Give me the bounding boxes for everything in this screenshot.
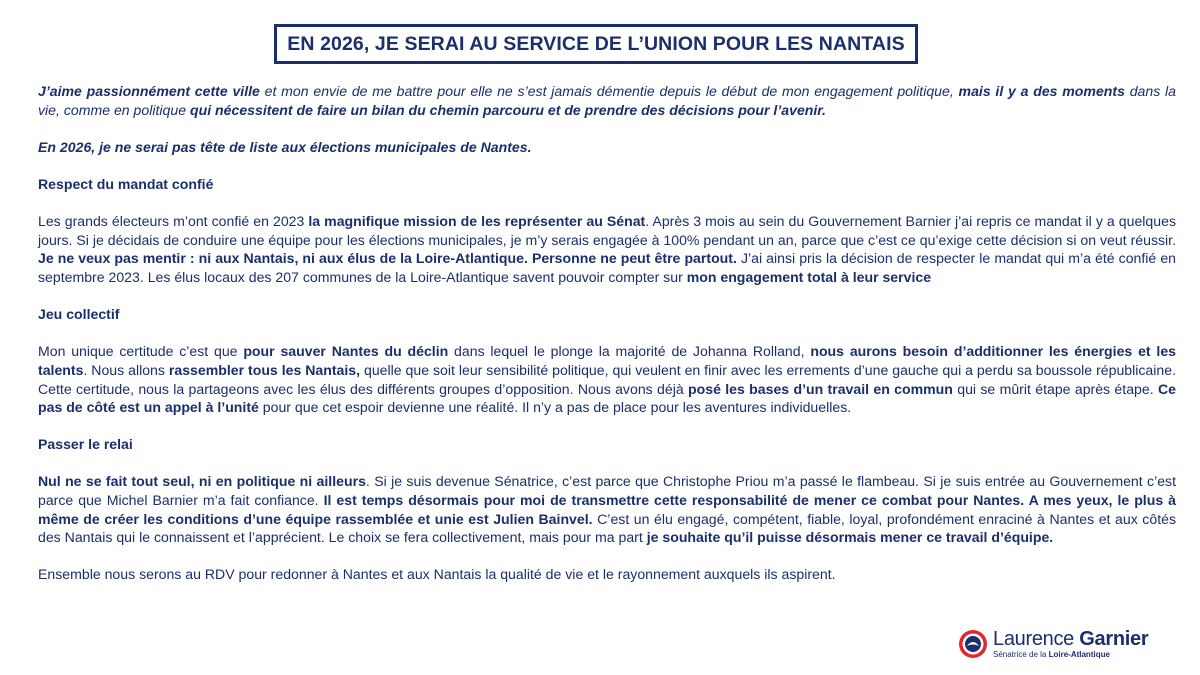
s1-part3: . Après 3 mois au sein du Gouvernement Barnier j’ai repris ce mandat il y a quelques jours. Si je décidais de conduire une équipe pour les élections municipales, je m’y serais engagée à 100% pendant un an, parce que c’est ce qu’exige cette décision si on veut réussir. [38, 213, 1176, 248]
announcement-paragraph [38, 138, 1176, 157]
s3-part4: C’est un élu engagé, compétent, fiable, loyal, profondément enraciné à Nantes et aux côtés des Nantais qui le connaissent et l’apprécient. Le choix se fera collectivement, mais pour ma part [38, 510, 1176, 546]
logo-name [993, 629, 1148, 650]
s2-part5: . Nous allons [83, 361, 169, 378]
intro-s3: mais il y a des moments [958, 83, 1125, 99]
section-mandat-paragraph [38, 212, 1176, 286]
intro-s1: J’aime passionnément cette ville [38, 83, 260, 99]
intro-paragraph [38, 82, 1176, 119]
page-title: EN 2026, JE SERAI AU SERVICE DE L’UNION POUR LES NANTAIS [287, 32, 905, 55]
s1-part1: Les grands électeurs m’ont confié en 2023 [38, 213, 309, 230]
s2-part7: quelle que soit leur sensibilité politique, qui veulent en finir avec les errements d’une gauche qui a perdu sa boussole républicaine. Cette certitude, nous la partageons avec les élus des différents groupes d’opposition. Nous avons déjà [38, 361, 1176, 397]
statement-body [38, 82, 1176, 603]
logo-subtitle-region: Loire-Atlantique [1048, 649, 1110, 659]
intro-s5: qui nécessitent de faire un bilan du chemin parcouru et de prendre des décisions pour l’avenir. [189, 101, 826, 118]
logo-text [993, 629, 1148, 660]
s2-part2: pour sauver Nantes du déclin [243, 343, 449, 360]
logo [958, 626, 1168, 662]
section-heading-mandat: Respect du mandat confié [38, 175, 214, 192]
intro-s4: dans la vie, comme en politique [38, 83, 1177, 118]
s1-part2: la magnifique mission de les représenter au Sénat [308, 213, 646, 230]
intro-s2: et mon envie de me battre pour elle ne s’est jamais démentie depuis le début de mon engagement politique, [259, 83, 959, 99]
section-relai-paragraph [38, 472, 1176, 546]
logo-first-name: Laurence [993, 627, 1074, 650]
s2-part9: qui se mûrit étape après étape. [952, 380, 1158, 397]
s2-part10: Ce pas de côté est un appel à l’unité [38, 380, 1176, 416]
s1-part4: Je ne veux pas mentir : ni aux Nantais, ni aux élus de la Loire-Atlantique. Personne ne peut être partout. [38, 250, 737, 267]
s3-part5: je souhaite qu’il puisse désormais mener ce travail d’équipe. [646, 529, 1054, 546]
s2-part8: posé les bases d’un travail en commun [688, 380, 953, 397]
logo-last-name: Garnier [1079, 627, 1149, 650]
s2-part3: dans lequel le plonge la majorité de Johanna Rolland, [448, 343, 811, 360]
logo-subtitle-prefix: Sénatrice de la [993, 649, 1049, 659]
s1-part5: J’ai ainsi pris la décision de respecter le mandat qui m’a été confié en septembre 2023. Les élus locaux des 207 communes de la Loire-Atlantique savent pouvoir compter sur [38, 250, 1177, 285]
closing-paragraph: Ensemble nous serons au RDV pour redonner à Nantes et aux Nantais la qualité de vie et le rayonnement auxquels ils aspirent. [38, 566, 836, 583]
s3-part2: . Si je suis devenue Sénatrice, c’est parce que Christophe Priou m’a passé le flambeau. Si je suis entrée au Gouvernement c’est parce que Michel Barnier m’a fait confiance. [38, 473, 1177, 509]
s2-part1: Mon unique certitude c’est que [38, 343, 244, 360]
logo-mark-icon [958, 629, 988, 659]
s2-part11: pour que cet espoir devienne une réalité. Il n’y a pas de place pour les aventures individuelles. [258, 399, 852, 416]
s2-part6: rassembler tous les Nantais, [168, 361, 361, 378]
logo-subtitle [993, 650, 1148, 660]
s3-part3: Il est temps désormais pour moi de transmettre cette responsabilité de mener ce combat pour Nantes. A mes yeux, le plus à même de créer les conditions d’une équipe rassemblée et unie est Julien Bainvel. [38, 492, 1176, 527]
s2-part4: nous aurons besoin d’additionner les énergies et les talents [38, 343, 1176, 378]
s1-part6: mon engagement total à leur service [686, 268, 932, 285]
section-jeu-paragraph [38, 342, 1176, 416]
announcement: En 2026, je ne serai pas tête de liste aux élections municipales de Nantes. [38, 138, 532, 155]
title-box [274, 24, 918, 64]
s3-part1: Nul ne se fait tout seul, ni en politique ni ailleurs [38, 473, 366, 490]
section-heading-relai: Passer le relai [38, 436, 133, 453]
section-heading-jeu: Jeu collectif [38, 306, 120, 323]
